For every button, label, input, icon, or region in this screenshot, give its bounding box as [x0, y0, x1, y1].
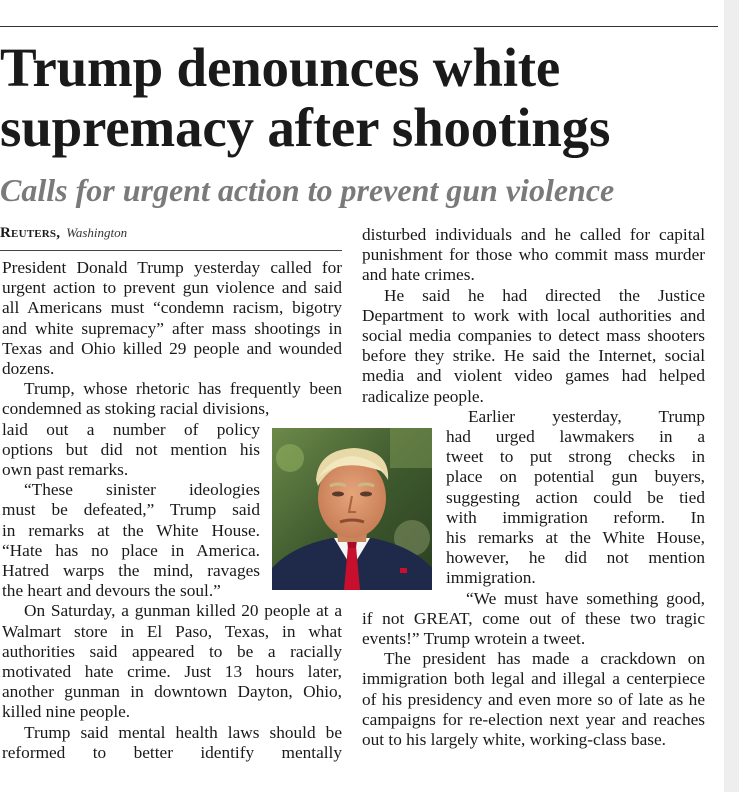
paragraph: On Saturday, a gunman killed 20 people at a Walmart store in El Paso, Texas, in what authorities said appeared to be a racially motivated hate crime. Just 13 hours later, another gunman in downtown Dayton, Ohio, killed nine people.: [2, 601, 342, 722]
paragraph-line: tweet to put strong checks in: [446, 447, 705, 467]
trump-photo: [272, 428, 432, 590]
paragraph-line: however, he did not mention: [446, 548, 705, 568]
paragraph-line: with immigration reform. In: [446, 507, 705, 527]
paragraph: He said he had directed the Justice Department to work with local authorities and social media companies to detect mass shooters before they strike. He said the Internet, social media and violent video games had helped radicalize people.: [362, 285, 705, 406]
paragraph: President Donald Trump yesterday called for urgent action to prevent gun violence and said all Americans must “condemn racism, bigotry and white supremacy” after mass shootings in Texas and Ohio killed 29 people and wounded dozens.: [2, 258, 342, 379]
paragraph: Trump, whose rhetoric has frequently been condemned as stoking racial divisions,: [2, 379, 342, 419]
paragraph-line: the heart and devours the soul.”: [2, 581, 221, 601]
paragraph-line: Hatred warps the mind, ravages: [2, 561, 260, 581]
byline-place: Washington: [66, 225, 128, 240]
paragraph: Trump said mental health laws should be reformed to better identify mentally: [2, 722, 342, 762]
paragraph-line: own past remarks.: [2, 460, 129, 480]
paragraph-line: “These sinister ideologies: [24, 480, 260, 500]
paragraph-line: had urged lawmakers in a: [446, 427, 705, 447]
headline: [0, 38, 718, 158]
paragraph-line: must be defeated,” Trump said: [2, 500, 260, 520]
wrapped-paragraph: [446, 407, 705, 589]
headline-line-2: supremacy after shootings: [0, 97, 611, 158]
byline: [0, 224, 342, 251]
paragraph-line: laid out a number of policy: [2, 419, 260, 439]
paragraph-line: options but did not mention his: [2, 439, 260, 459]
byline-source: Reuters,: [0, 225, 61, 241]
paragraph-line: “Hate has no place in America.: [2, 540, 260, 560]
paragraph-line: immigration.: [446, 568, 536, 588]
paragraph: “We must have something good, if not GREAT, come out of these two tragic events!” Trump wrotein a tweet.: [362, 588, 705, 649]
paragraph: The president has made a crackdown on immigration both legal and illegal a centerpiece of his presidency and even more so of late as he campaigns for re-election next year and reaches out to his largely white, working-class base.: [362, 649, 705, 750]
paragraph-line: Earlier yesterday, Trump: [468, 406, 705, 426]
portrait-illustration: [272, 428, 432, 590]
page-margin-strip: [724, 0, 739, 792]
top-rule: [0, 26, 718, 27]
paragraph-line: his remarks at the White House,: [446, 528, 705, 548]
paragraph-line: suggesting action could be tied: [446, 487, 705, 507]
paragraph-line: in remarks at the White House.: [2, 520, 260, 540]
paragraph: disturbed individuals and he called for capital punishment for those who commit mass murder and hate crimes.: [362, 225, 705, 285]
paragraph-line: place on potential gun buyers,: [446, 467, 705, 487]
subheadline: Calls for urgent action to prevent gun violence: [0, 172, 615, 208]
headline-line-1: Trump denounces white: [0, 37, 561, 98]
